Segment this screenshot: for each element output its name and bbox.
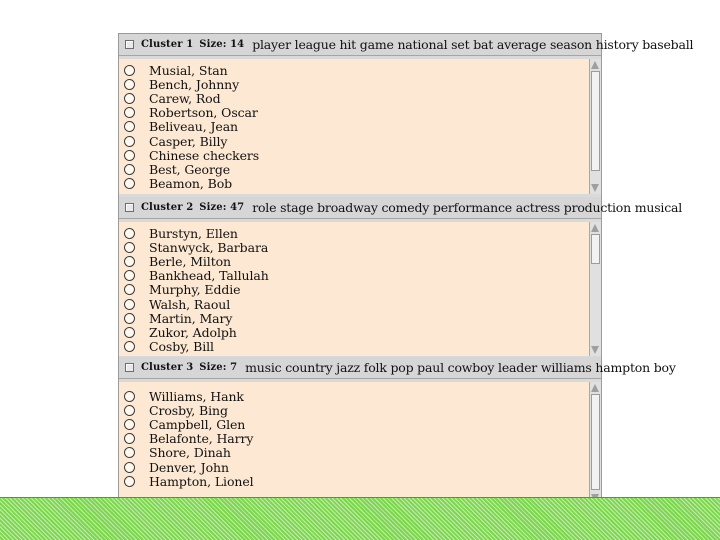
radio-button[interactable] [124,433,135,444]
radio-button[interactable] [124,462,135,473]
member-name: Musial, Stan [149,62,228,78]
radio-button[interactable] [124,270,135,281]
member-name: Burstyn, Ellen [149,225,238,241]
radio-button[interactable] [124,228,135,239]
cluster-header-2 [119,197,683,219]
member-name: Casper, Billy [149,133,228,149]
cluster-3-scrollbar[interactable] [589,382,601,504]
list-item[interactable] [119,177,589,191]
list-item[interactable] [119,77,589,91]
scroll-up-arrow-icon[interactable] [591,61,599,69]
radio-button[interactable] [124,299,135,310]
radio-button[interactable] [124,256,135,267]
cluster-header-1 [119,34,694,56]
cluster-panel-1 [119,34,694,194]
cluster-browser-window [118,33,694,505]
member-name: Denver, John [149,459,229,475]
cluster-2-checkbox[interactable] [125,203,134,212]
cluster-1-size: Size: 14 [199,39,245,50]
footer-band [0,497,720,540]
radio-button[interactable] [124,136,135,147]
scroll-down-arrow-icon[interactable] [591,184,599,192]
cluster-2-size: Size: 47 [199,202,245,213]
list-item[interactable] [119,226,589,240]
radio-button[interactable] [124,405,135,416]
member-name: Shore, Dinah [149,445,231,461]
radio-button[interactable] [124,164,135,175]
cluster-3-label: Cluster 3 [141,362,194,373]
list-item[interactable] [119,254,589,268]
member-name: Murphy, Eddie [149,282,241,298]
list-item[interactable] [119,120,589,134]
list-item[interactable] [119,269,589,283]
member-name: Martin, Mary [149,310,233,326]
list-item[interactable] [119,283,589,297]
scroll-up-arrow-icon[interactable] [591,224,599,232]
radio-button[interactable] [124,313,135,324]
cluster-2-terms: role stage broadway comedy performance actress production musical [252,200,683,215]
member-name: Belafonte, Harry [149,431,254,447]
cluster-2-label: Cluster 2 [141,202,194,213]
cluster-2-member-list [119,222,589,356]
scroll-down-arrow-icon[interactable] [591,346,599,354]
cluster-3-size: Size: 7 [199,362,238,373]
radio-button[interactable] [124,476,135,487]
cluster-1-terms: player league hit game national set bat average season history baseball [252,37,694,52]
radio-button[interactable] [124,178,135,189]
member-name: Carew, Rod [149,90,221,106]
member-name: Best, George [149,161,231,177]
list-item[interactable] [119,325,589,339]
scroll-thumb[interactable] [591,71,600,171]
member-name: Robertson, Oscar [149,105,258,121]
member-name: Chinese checkers [149,147,260,163]
radio-button[interactable] [124,65,135,76]
radio-button[interactable] [124,419,135,430]
member-name: Walsh, Raoul [149,296,231,312]
list-item[interactable] [119,311,589,325]
radio-button[interactable] [124,327,135,338]
radio-button[interactable] [124,242,135,253]
radio-button[interactable] [124,341,135,352]
list-item[interactable] [119,148,589,162]
scroll-up-arrow-icon[interactable] [591,384,599,392]
radio-button[interactable] [124,121,135,132]
radio-button[interactable] [124,93,135,104]
radio-button[interactable] [124,447,135,458]
radio-button[interactable] [124,150,135,161]
list-item[interactable] [119,240,589,254]
cluster-panel-3 [119,357,676,504]
cluster-3-member-list [119,382,589,504]
member-name: Williams, Hank [149,388,244,404]
cluster-header-3 [119,357,676,379]
list-item[interactable] [119,417,589,431]
cluster-panel-2 [119,197,683,356]
member-name: Stanwyck, Barbara [149,239,269,255]
scroll-thumb[interactable] [591,394,600,490]
member-name: Berle, Milton [149,253,231,269]
scroll-thumb[interactable] [591,234,600,264]
cluster-3-checkbox[interactable] [125,363,134,372]
list-item[interactable] [119,403,589,417]
member-name: Hampton, Lionel [149,473,254,489]
cluster-2-scrollbar[interactable] [589,222,601,356]
member-name: Campbell, Glen [149,416,246,432]
list-item[interactable] [119,446,589,460]
cluster-1-member-list [119,59,589,194]
cluster-3-terms: music country jazz folk pop paul cowboy leader williams hampton boy [245,360,676,375]
cluster-3-meta [141,362,237,373]
radio-button[interactable] [124,284,135,295]
cluster-1-checkbox[interactable] [125,40,134,49]
radio-button[interactable] [124,107,135,118]
member-name: Beamon, Bob [149,176,233,192]
member-name: Bench, Johnny [149,76,240,92]
member-name: Zukor, Adolph [149,324,237,340]
list-item[interactable] [119,134,589,148]
list-item[interactable] [119,432,589,446]
cluster-2-meta [141,202,244,213]
cluster-1-scrollbar[interactable] [589,59,601,194]
list-item[interactable] [119,474,589,488]
list-item[interactable] [119,91,589,105]
list-item[interactable] [119,340,589,354]
list-item[interactable] [119,162,589,176]
member-name: Beliveau, Jean [149,119,238,135]
list-item[interactable] [119,297,589,311]
list-item[interactable] [119,460,589,474]
member-name: Bankhead, Tallulah [149,268,269,284]
radio-button[interactable] [124,391,135,402]
list-item[interactable] [119,63,589,77]
radio-button[interactable] [124,79,135,90]
list-item[interactable] [119,106,589,120]
member-name: Crosby, Bing [149,402,228,418]
member-name: Cosby, Bill [149,339,214,355]
cluster-1-label: Cluster 1 [141,39,194,50]
cluster-1-meta [141,39,244,50]
list-item[interactable] [119,389,589,403]
